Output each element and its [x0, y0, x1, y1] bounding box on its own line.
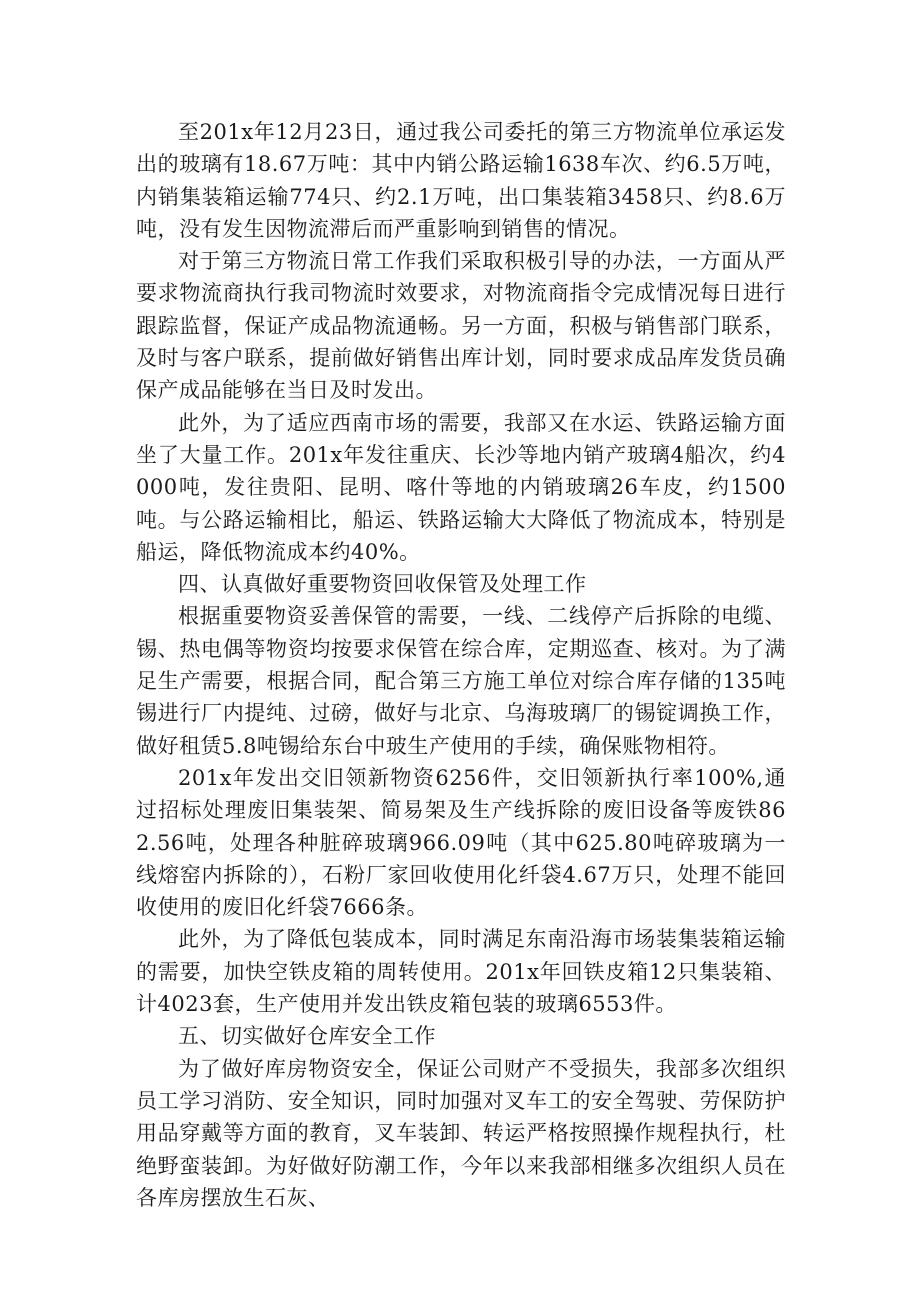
paragraph-packaging-cost: 此外，为了降低包装成本，同时满足东南沿海市场装集装箱运输的需要，加快空铁皮箱的周转使用。201x年回铁皮箱12只集装箱、计4023套，生产使用并发出铁皮箱包装的玻璃6553件。 [136, 927, 786, 1017]
document-body [136, 116, 786, 1214]
paragraph-material-storage: 根据重要物资妥善保管的需要，一线、二线停产后拆除的电缆、锡、热电偶等物资均按要求保管在综合库，定期巡查、核对。为了满足生产需要，根据合同，配合第三方施工单位对综合库存储的135吨锡进行厂内提纯、过磅，做好与北京、乌海玻璃厂的锡锭调换工作，做好租赁5.8吨锡给东台中玻生产使用的手续，确保账物相符。 [136, 604, 786, 758]
paragraph-logistics-summary: 至201x年12月23日，通过我公司委托的第三方物流单位承运发出的玻璃有18.67万吨：其中内销公路运输1638车次、约6.5万吨，内销集装箱运输774只、约2.1万吨，出口集装箱3458只、约8.6万吨，没有发生因物流滞后而严重影响到销售的情况。 [136, 120, 786, 241]
paragraph-southwest-market: 此外，为了适应西南市场的需要，我部又在水运、铁路运输方面坐了大量工作。201x年发往重庆、长沙等地内销产玻璃4船次，约4000吨，发往贵阳、昆明、喀什等地的内销玻璃26车皮，约1500吨。与公路运输相比，船运、铁路运输大大降低了物流成本，特别是船运，降低物流成本约40%。 [136, 410, 786, 564]
section-heading-4: 四、认真做好重要物资回收保管及处理工作 [178, 572, 587, 597]
paragraph-warehouse-safety: 为了做好库房物资安全，保证公司财产不受损失，我部多次组织员工学习消防、安全知识，同时加强对叉车工的安全驾驶、劳保防护用品穿戴等方面的教育，叉车装卸、转运严格按照操作规程执行，杜绝野蛮装卸。为好做好防潮工作，今年以来我部相继多次组织人员在各库房摆放生石灰、 [136, 1056, 786, 1210]
paragraph-old-for-new: 201x年发出交旧领新物资6256件，交旧领新执行率100%,通过招标处理废旧集装架、简易架及生产线拆除的废旧设备等废铁862.56吨，处理各种脏碎玻璃966.09吨（其中625.80吨碎玻璃为一线熔窑内拆除的），石粉厂家回收使用化纤袋4.67万只，处理不能回收使用的废旧化纤袋7666条。 [136, 765, 786, 920]
paragraph-third-party-logistics: 对于第三方物流日常工作我们采取积极引导的办法，一方面从严要求物流商执行我司物流时效要求，对物流商指令完成情况每日进行跟踪监督，保证产成品物流通畅。另一方面，积极与销售部门联系，及时与客户联系，提前做好销售出库计划，同时要求成品库发货员确保产成品能够在当日及时发出。 [136, 249, 786, 403]
section-heading-5: 五、切实做好仓库安全工作 [178, 1024, 436, 1049]
